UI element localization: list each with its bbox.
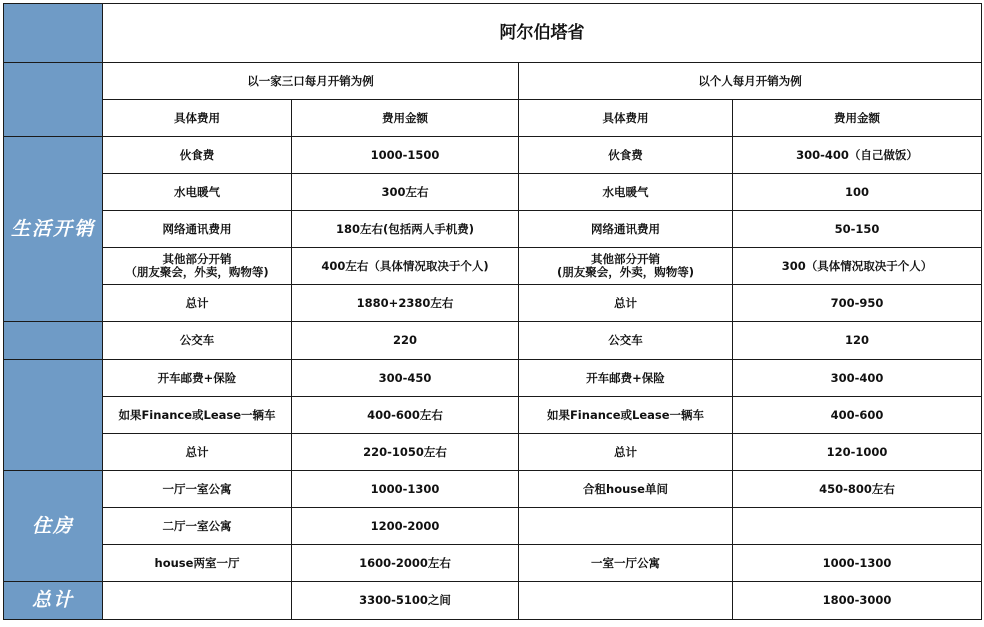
family-item-cell: 如果Finance或Lease一辆车: [103, 397, 292, 434]
car-side-cell: [4, 360, 103, 471]
single-item-cell: 总计: [519, 285, 733, 322]
single-amount-cell: 100: [733, 174, 982, 211]
province-title: 阿尔伯塔省: [103, 4, 982, 63]
family-amount-header: 费用金额: [292, 100, 519, 137]
family-item-cell: 总计: [103, 285, 292, 322]
single-item-cell: 公交车: [519, 322, 733, 360]
single-item-cell: 水电暖气: [519, 174, 733, 211]
single-amount-cell: 50-150: [733, 211, 982, 248]
section-housing-label: 住房: [4, 471, 103, 582]
table-row: [4, 397, 982, 434]
corner-cell: [4, 4, 103, 63]
single-item-cell: 网络通讯费用: [519, 211, 733, 248]
single-amount-cell: [733, 508, 982, 545]
family-item-cell: 总计: [103, 434, 292, 471]
single-amount-cell: 700-950: [733, 285, 982, 322]
family-item-line-2: （朋友聚会，外卖，购物等): [125, 265, 269, 279]
single-amount-cell: 120: [733, 322, 982, 360]
single-item-header: 具体费用: [519, 100, 733, 137]
family-amount-cell: 1600-2000左右: [292, 545, 519, 582]
single-amount-cell: 1000-1300: [733, 545, 982, 582]
single-amount-cell: 400-600: [733, 397, 982, 434]
table-row: [4, 508, 982, 545]
family-amount-cell: 300左右: [292, 174, 519, 211]
family-amount-cell: 220-1050左右: [292, 434, 519, 471]
table-row: [4, 248, 982, 285]
section-total-label: 总计: [4, 582, 103, 620]
family-amount-cell: 3300-5100之间: [292, 582, 519, 620]
single-amount-cell: 120-1000: [733, 434, 982, 471]
table-row: [4, 360, 982, 397]
section-living-label: 生活开销: [4, 137, 103, 322]
family-amount-cell: 1000-1300: [292, 471, 519, 508]
cost-table: [3, 3, 982, 620]
single-item-cell: 一室一厅公寓: [519, 545, 733, 582]
family-item-cell: 二厅一室公寓: [103, 508, 292, 545]
table-row: [4, 434, 982, 471]
single-amount-header: 费用金额: [733, 100, 982, 137]
family-item-line-1: 其他部分开销: [162, 252, 232, 266]
single-amount-cell: 300-400（自己做饭）: [733, 137, 982, 174]
single-group-header: 以个人每月开销为例: [519, 63, 982, 100]
single-item-line-1: 其他部分开销: [591, 252, 660, 266]
single-item-cell: 开车邮费+保险: [519, 360, 733, 397]
table-row: [4, 174, 982, 211]
family-item-cell: [103, 248, 292, 285]
single-item-cell: [519, 508, 733, 545]
single-item-cell: [519, 582, 733, 620]
bus-side-cell: [4, 322, 103, 360]
single-amount-cell: 300-400: [733, 360, 982, 397]
family-amount-cell: 400-600左右: [292, 397, 519, 434]
family-item-cell: 公交车: [103, 322, 292, 360]
family-amount-cell: 400左右（具体情况取决于个人): [292, 248, 519, 285]
single-amount-cell: 300（具体情况取决于个人）: [733, 248, 982, 285]
single-item-cell: 如果Finance或Lease一辆车: [519, 397, 733, 434]
single-item-cell: [519, 248, 733, 285]
family-item-cell: 水电暖气: [103, 174, 292, 211]
family-item-cell: 一厅一室公寓: [103, 471, 292, 508]
single-item-line-2: (朋友聚会，外卖，购物等): [556, 265, 694, 279]
table-row: [4, 211, 982, 248]
family-amount-cell: 220: [292, 322, 519, 360]
single-amount-cell: 1800-3000: [733, 582, 982, 620]
single-amount-cell: 450-800左右: [733, 471, 982, 508]
single-item-cell: 合租house单间: [519, 471, 733, 508]
family-item-cell: 伙食费: [103, 137, 292, 174]
family-amount-cell: 300-450: [292, 360, 519, 397]
table-row: [4, 137, 982, 174]
table-row: [4, 582, 982, 620]
single-item-cell: 伙食费: [519, 137, 733, 174]
family-item-cell: 开车邮费+保险: [103, 360, 292, 397]
family-amount-cell: 1200-2000: [292, 508, 519, 545]
single-item-cell: 总计: [519, 434, 733, 471]
family-item-cell: 网络通讯费用: [103, 211, 292, 248]
header-side-cell: [4, 63, 103, 137]
table-row: [4, 471, 982, 508]
family-amount-cell: 1880+2380左右: [292, 285, 519, 322]
table-row: [4, 285, 982, 322]
family-amount-cell: 1000-1500: [292, 137, 519, 174]
family-item-cell: house两室一厅: [103, 545, 292, 582]
table-row: [4, 322, 982, 360]
family-item-header: 具体费用: [103, 100, 292, 137]
family-amount-cell: 180左右(包括两人手机费): [292, 211, 519, 248]
table-row: [4, 545, 982, 582]
family-item-cell: [103, 582, 292, 620]
family-group-header: 以一家三口每月开销为例: [103, 63, 519, 100]
